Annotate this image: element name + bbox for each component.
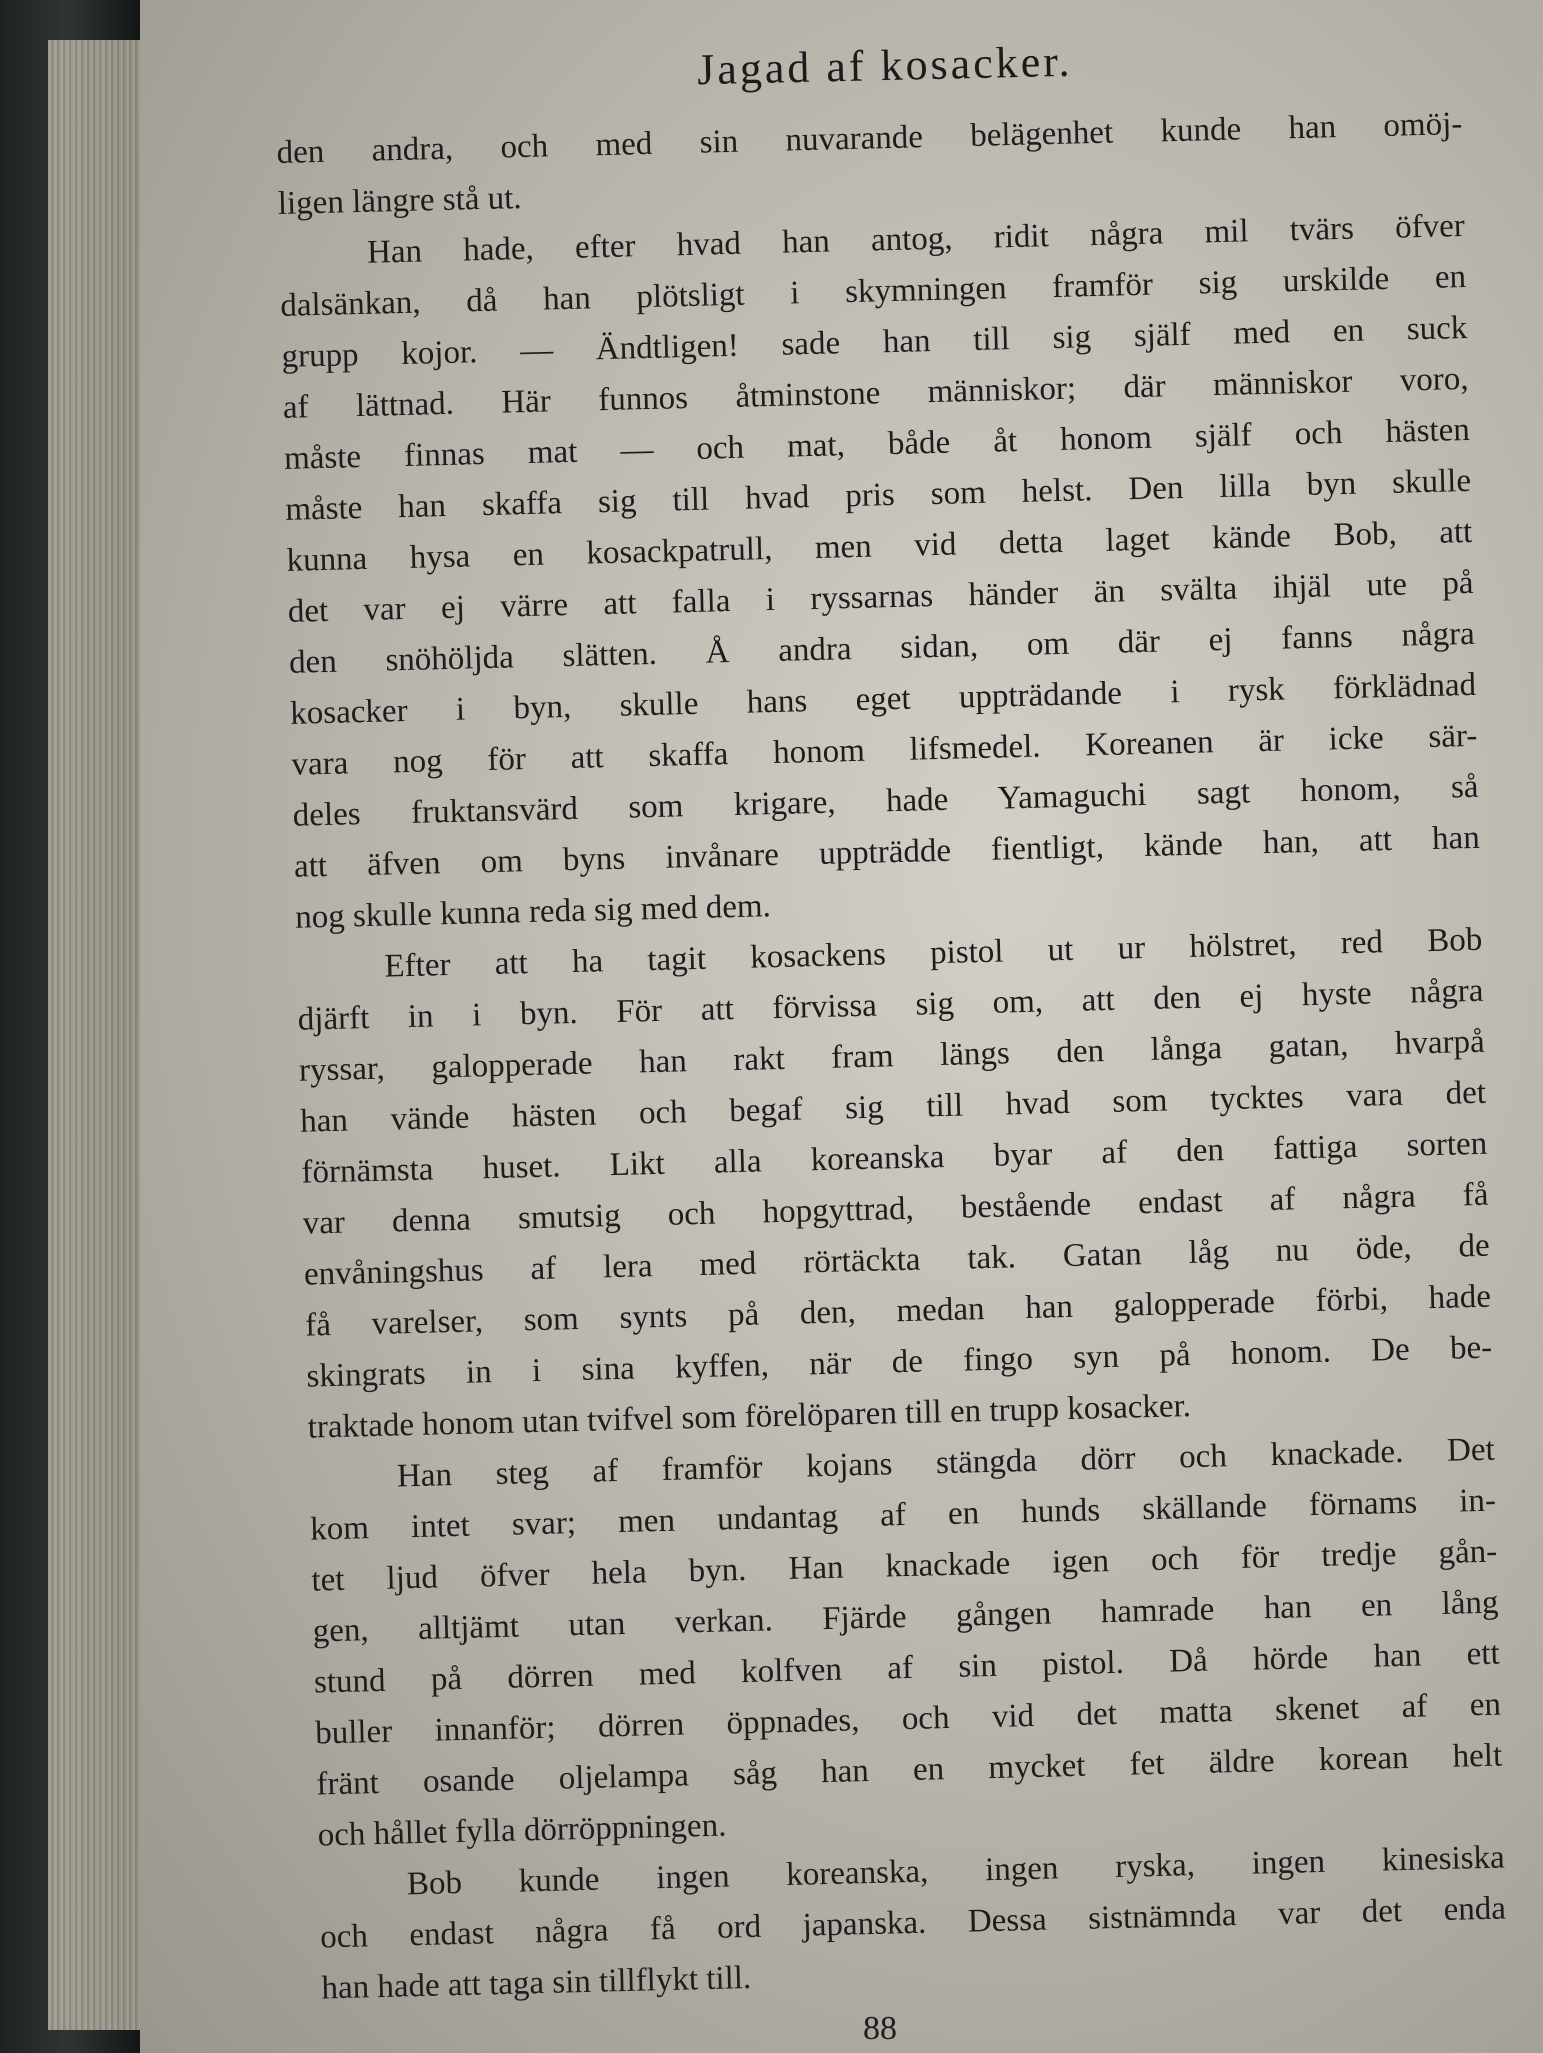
text-line: han hade att taga sin tillflykt till. [321, 1959, 752, 2007]
text-line: och hållet fylla dörröppningen. [317, 1807, 727, 1854]
text-line: det var ej värre att falla i ryssarnas händer än svälta ihjäl ute på [287, 564, 1474, 630]
text-line: nog skulle kunna reda sig med dem. [294, 888, 772, 936]
text-line: Han steg af framför kojans stängda dörr och knackade. Det [396, 1431, 1496, 1495]
text-line: af lättnad. Här funnos åtminstone människor; där människor voro, [282, 360, 1469, 426]
text-line: skingrats in i sina kyffen, när de fingo syn på honom. De be- [306, 1329, 1493, 1395]
text-line: ryssar, galopperade han rakt fram längs den långa gatan, hvarpå [298, 1023, 1486, 1089]
text-line: måste finnas mat — och mat, både åt honom själf och hästen [283, 411, 1471, 477]
text-line: Han hade, efter hvad han antog, ridit några mil tvärs öfver [366, 207, 1466, 271]
page-edges [48, 40, 148, 2030]
text-line: Bob kunde ingen koreanska, ingen ryska, ingen kinesiska [406, 1839, 1506, 1903]
text-line: traktade honom utan tvifvel som förelöparen till en trupp kosacker. [307, 1388, 1192, 1446]
text-line: buller innanför; dörren öppnades, och vid det matta skenet af en [314, 1686, 1502, 1752]
text-line: och endast några få ord japanska. Dessa sistnämnda var det enda [319, 1890, 1507, 1956]
text-line: Efter att ha tagit kosackens pistol ut ur hölstret, red Bob [384, 921, 1483, 985]
text-line: stund på dörren med kolfven af sin pistol. Då hörde han ett [313, 1635, 1501, 1701]
page-number: 88 [863, 2010, 897, 2047]
body-text [276, 99, 1508, 2014]
text-line: deles fruktansvärd som krigare, hade Yamaguchi sagt honom, så [292, 768, 1479, 834]
text-line: djärft in i byn. För att förvissa sig om, att den ej hyste några [297, 972, 1484, 1038]
text-line: måste han skaffa sig till hvad pris som helst. Den lilla byn skulle [284, 462, 1472, 528]
text-line: ligen längre stå ut. [277, 180, 522, 222]
text-line: den snöhöljda slätten. Å andra sidan, om där ej fanns några [288, 615, 1476, 681]
text-line: kosacker i byn, skulle hans eget uppträdande i rysk förklädnad [289, 666, 1477, 732]
text-line: fränt osande oljelampa såg han en mycket fet äldre korean helt [316, 1737, 1503, 1803]
text-line: envåningshus af lera med rörtäckta tak. Gatan låg nu öde, de [303, 1227, 1491, 1293]
text-line: kom intet svar; men undantag af en hunds skällande förnams in- [309, 1482, 1497, 1548]
text-line: den andra, och med sin nuvarande belägenhet kunde han omöj- [276, 106, 1463, 171]
text-line: kunna hysa en kosackpatrull, men vid detta laget kände Bob, att [286, 513, 1473, 579]
text-line: grupp kojor. — Ändtligen! sade han till sig själf med en suck [281, 309, 1468, 375]
text-line: att äfven om byns invånare uppträdde fientligt, kände han, att han [293, 819, 1481, 885]
text-line: gen, alltjämt utan verkan. Fjärde gången hamrade han en lång [312, 1584, 1499, 1650]
text-line: få varelser, som synts på den, medan han galopperade förbi, hade [304, 1278, 1492, 1344]
text-line: han vände hästen och begaf sig till hvad som tycktes vara det [299, 1074, 1487, 1140]
text-line: vara nog för att skaffa honom lifsmedel. Koreanen är icke sär- [291, 717, 1478, 783]
text-line: tet ljud öfver hela byn. Han knackade igen och för tredje gån- [311, 1533, 1498, 1599]
text-line: förnämsta huset. Likt alla koreanska byar af den fattiga sorten [301, 1125, 1488, 1191]
text-line: dalsänkan, då han plötsligt i skymningen framför sig urskilde en [279, 258, 1467, 324]
text-line: var denna smutsig och hopgyttrad, bestående endast af några få [302, 1176, 1489, 1242]
running-head: Jagad af kosacker. [696, 36, 1073, 95]
